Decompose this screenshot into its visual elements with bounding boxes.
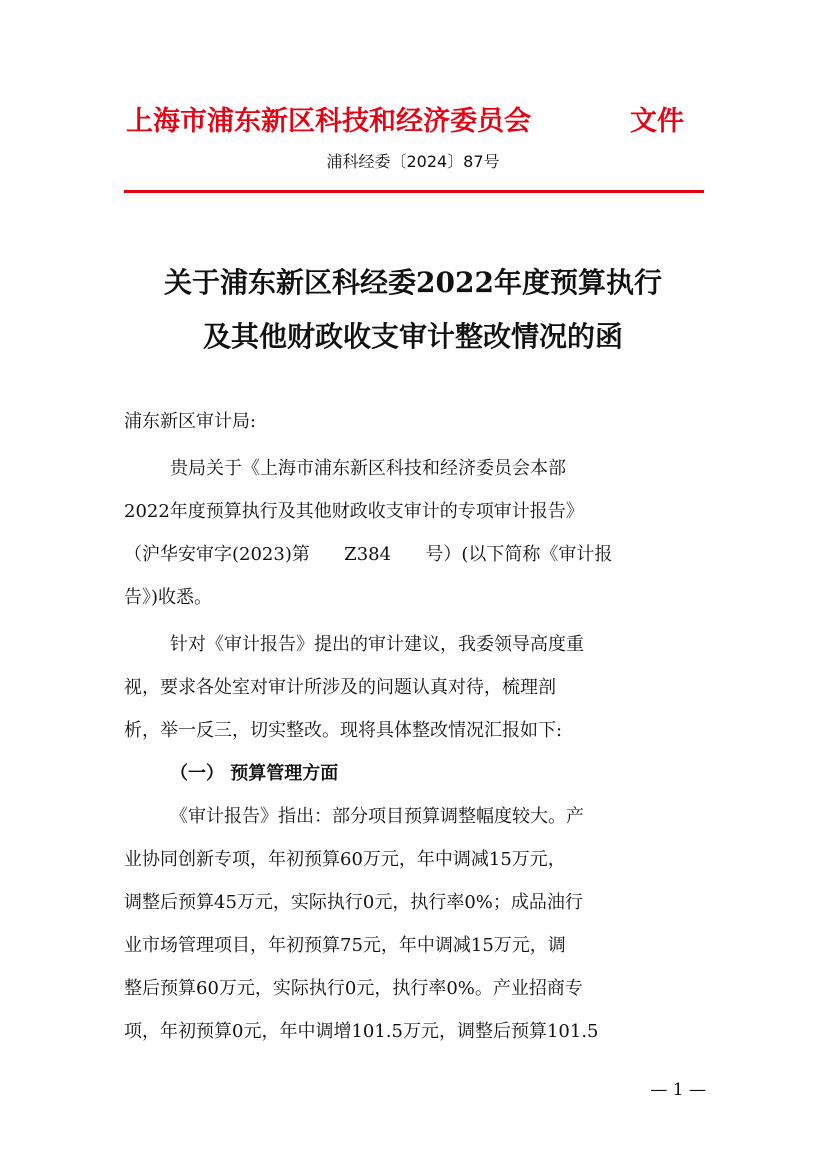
paragraph-line: 业市场管理项目，年初预算75元，年中调减15万元，调	[124, 935, 566, 956]
paragraph-line: 整后预算60万元，实际执行0元，执行率0%。产业招商专	[124, 978, 583, 999]
document-type-word: 文件	[630, 106, 684, 137]
paragraph-line: 《审计报告》指出：部分项目预算调整幅度较大。产	[170, 806, 584, 827]
paragraph-line: 项，年初预算0元，年中调增101.5万元，调整后预算101.5	[124, 1021, 599, 1042]
page-title	[60, 256, 766, 364]
paragraph-line: 调整后预算45万元，实际执行0元，执行率0%；成品油行	[124, 892, 583, 913]
paragraph-line: 析，举一反三，切实整改。现将具体整改情况汇报如下:	[124, 720, 563, 741]
letter-body	[124, 400, 710, 1053]
document-header-title	[122, 100, 702, 144]
paragraph-line: 2022年度预算执行及其他财政收支审计的专项审计报告》	[124, 501, 584, 522]
title-line-2: 及其他财政收支审计整改情况的函	[202, 320, 623, 353]
red-divider-line	[124, 190, 704, 193]
page-number: — 1 —	[650, 1080, 706, 1100]
issuing-organization: 上海市浦东新区科技和经济委员会	[126, 106, 531, 137]
document-number: 浦科经委〔2024〕87号	[326, 152, 500, 171]
salutation: 浦东新区审计局:	[124, 411, 257, 432]
paragraph-line: 针对《审计报告》提出的审计建议，我委领导高度重	[170, 634, 584, 655]
section-heading: （一） 预算管理方面	[170, 763, 339, 784]
paragraph-line: 视，要求各处室对审计所涉及的问题认真对待，梳理剖	[124, 677, 556, 698]
title-line-1: 关于浦东新区科经委2022年度预算执行	[164, 266, 662, 299]
paragraph-line: 告》)收悉。	[124, 587, 213, 608]
paragraph-line: 贵局关于《上海市浦东新区科技和经济委员会本部	[170, 458, 566, 479]
paragraph-line: 业协同创新专项，年初预算60万元，年中调减15万元，	[124, 849, 566, 870]
paragraph-line: （沪华安审字(2023)第 Z384 号）(以下简称《审计报	[124, 544, 613, 565]
